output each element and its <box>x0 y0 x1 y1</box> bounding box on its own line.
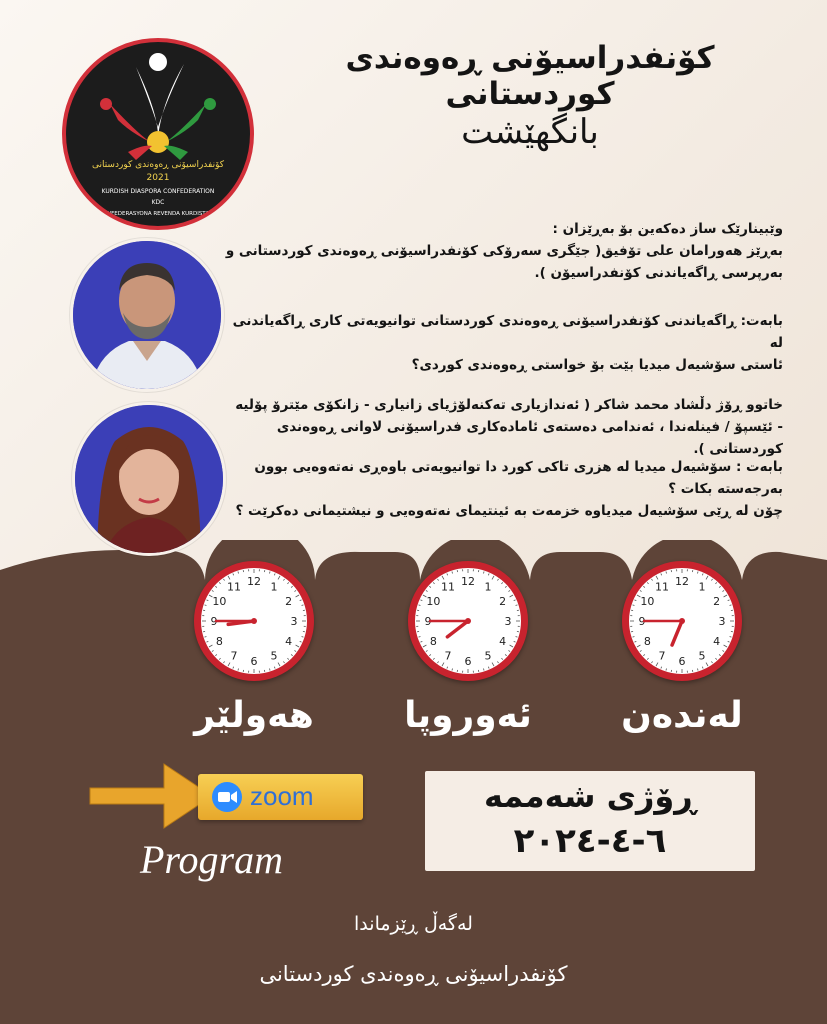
zoom-label: zoom <box>250 781 314 811</box>
zoom-camera-icon <box>212 782 242 812</box>
speaker1-topic-line1: بابەت: ڕاگەیاندنی كۆنفدراسیۆنی ڕەوەندی كوردستانی توانیویەتی كاری ڕاگەیاندنی لە <box>232 313 783 351</box>
clock-number: 6 <box>464 655 472 668</box>
logo-abbr: KDC <box>151 199 165 206</box>
clock-number: 4 <box>285 635 293 648</box>
clock-number: 1 <box>698 580 706 594</box>
clock-number: 10 <box>212 595 227 608</box>
clock-number: 11 <box>227 580 241 594</box>
logo-org-kurmanji: KONFEDERASYONA REVENDA KURDISTANÊ <box>99 211 217 217</box>
footer-organization: كۆنفدراسیۆنی ڕەوەندی كوردستانی <box>259 962 568 986</box>
woman-portrait-icon <box>75 405 223 553</box>
clock-number: 7 <box>230 649 238 663</box>
city-london: لەندەن <box>621 695 743 736</box>
clock-number: 8 <box>643 635 651 648</box>
logo-org-kurdish: كۆنفدراسیۆنی ڕەوەندی كوردستانی <box>91 160 225 170</box>
clock-number: 5 <box>698 649 706 663</box>
clock-face-icon <box>629 568 735 674</box>
event-date: ٦-٤-٢٠٢٤ <box>513 821 667 861</box>
speaker1-topic-line2: ئاستی سۆشیەل میدیا بێت بۆ خواستی ڕەوەندی كوردی؟ <box>411 357 783 373</box>
clock-hand <box>672 621 682 645</box>
speaker2-topic <box>223 456 783 522</box>
clock-erbil <box>194 561 314 681</box>
kdc-logo <box>62 38 254 230</box>
clock-number: 12 <box>461 575 475 588</box>
speaker2-topic-line3: چۆن لە ڕێی سۆشیەل میدیاوە خزمەت بە ئینتیمای نەتەوەیی و نیشتیمانی دەكرێت ؟ <box>235 503 783 519</box>
clock-number: 4 <box>499 635 507 648</box>
clock-number: 7 <box>444 649 452 663</box>
zoom-button[interactable] <box>198 774 363 820</box>
clock-number: 1 <box>270 580 278 594</box>
city-europe: ئەوروپا <box>404 695 532 736</box>
logo-org-english: KURDISH DIASPORA CONFEDERATION <box>101 188 215 195</box>
poster-subtitle: بانگهێشت <box>461 112 599 152</box>
clock-number: 8 <box>429 635 437 648</box>
speaker1-info <box>223 218 783 284</box>
clock-number: 9 <box>638 615 646 628</box>
clock-number: 10 <box>426 595 441 608</box>
clock-number: 4 <box>713 635 721 648</box>
speaker2-role: - ئێسپۆ / فینلەندا ، ئەندامی دەستەی ئامادەکاری فدراسیۆنی لاوانی ڕەوەندی کوردستانی ). <box>276 419 783 457</box>
clock-number: 12 <box>675 575 689 588</box>
city-erbil: هەولێر <box>194 695 314 736</box>
clock-number: 2 <box>713 595 721 608</box>
clock-number: 2 <box>499 595 507 608</box>
clock-number: 12 <box>247 575 261 588</box>
speaker2-info <box>223 394 783 460</box>
speaker1-photo <box>70 238 224 392</box>
clock-london <box>622 561 742 681</box>
speaker2-name: خاتوو ڕۆژ دڵشاد محمد شاکر ( ئەندازیاری تەکنەلۆژیای زانیاری - زانکۆی مێترۆ پۆلیە <box>235 397 783 413</box>
date-box <box>425 771 755 871</box>
event-day: ڕۆژی شەممە <box>483 777 697 815</box>
clock-number: 3 <box>504 615 512 628</box>
clock-number: 6 <box>250 655 258 668</box>
arrow-icon <box>86 760 216 832</box>
clock-face-icon <box>415 568 521 674</box>
clock-number: 8 <box>215 635 223 648</box>
clock-europe <box>408 561 528 681</box>
clock-number: 10 <box>640 595 655 608</box>
clock-number: 3 <box>290 615 298 628</box>
clock-number: 7 <box>658 649 666 663</box>
speaker1-name: بەڕێز هەورامان علی تۆفیق( جێگری سەرۆکی كۆنفدراسیۆنی ڕەوەندی كوردستانی و <box>225 243 783 259</box>
logo-year: 2021 <box>146 173 170 183</box>
clock-hand <box>447 621 468 637</box>
speaker2-photo <box>72 402 226 556</box>
zoom-banner[interactable] <box>86 760 366 832</box>
footer-regards: لەگەڵ ڕێزماندا <box>354 913 473 935</box>
clock-number: 3 <box>718 615 726 628</box>
clock-number: 5 <box>270 649 278 663</box>
clock-number: 2 <box>285 595 293 608</box>
man-portrait-icon <box>73 241 221 389</box>
speaker1-topic <box>223 310 783 376</box>
clock-number: 5 <box>484 649 492 663</box>
clock-number: 6 <box>678 655 686 668</box>
clock-number: 11 <box>655 580 669 594</box>
speaker2-topic-line1: بابەت : سۆشیەل میدیا لە هزری تاکی كورد دا توانیویەتی باوەڕی نەتەوەیی بوون <box>254 459 783 475</box>
clock-face-icon <box>201 568 307 674</box>
speaker2-topic-line2: بەرجەستە بکات ؟ <box>668 481 783 497</box>
poster-title: كۆنفدراسیۆنی ڕەوەندی كوردستانی <box>345 40 715 112</box>
clock-number: 9 <box>210 615 218 628</box>
clock-number: 9 <box>424 615 432 628</box>
speaker1-intro: وێبینارێک ساز دەکەین بۆ بەڕێزان : <box>552 221 783 237</box>
speaker1-role: بەرپرسی ڕاگەیاندنی كۆنفدراسیۆن ). <box>534 265 783 281</box>
program-label: Program <box>140 837 283 882</box>
clock-number: 1 <box>484 580 492 594</box>
clock-number: 11 <box>441 580 455 594</box>
